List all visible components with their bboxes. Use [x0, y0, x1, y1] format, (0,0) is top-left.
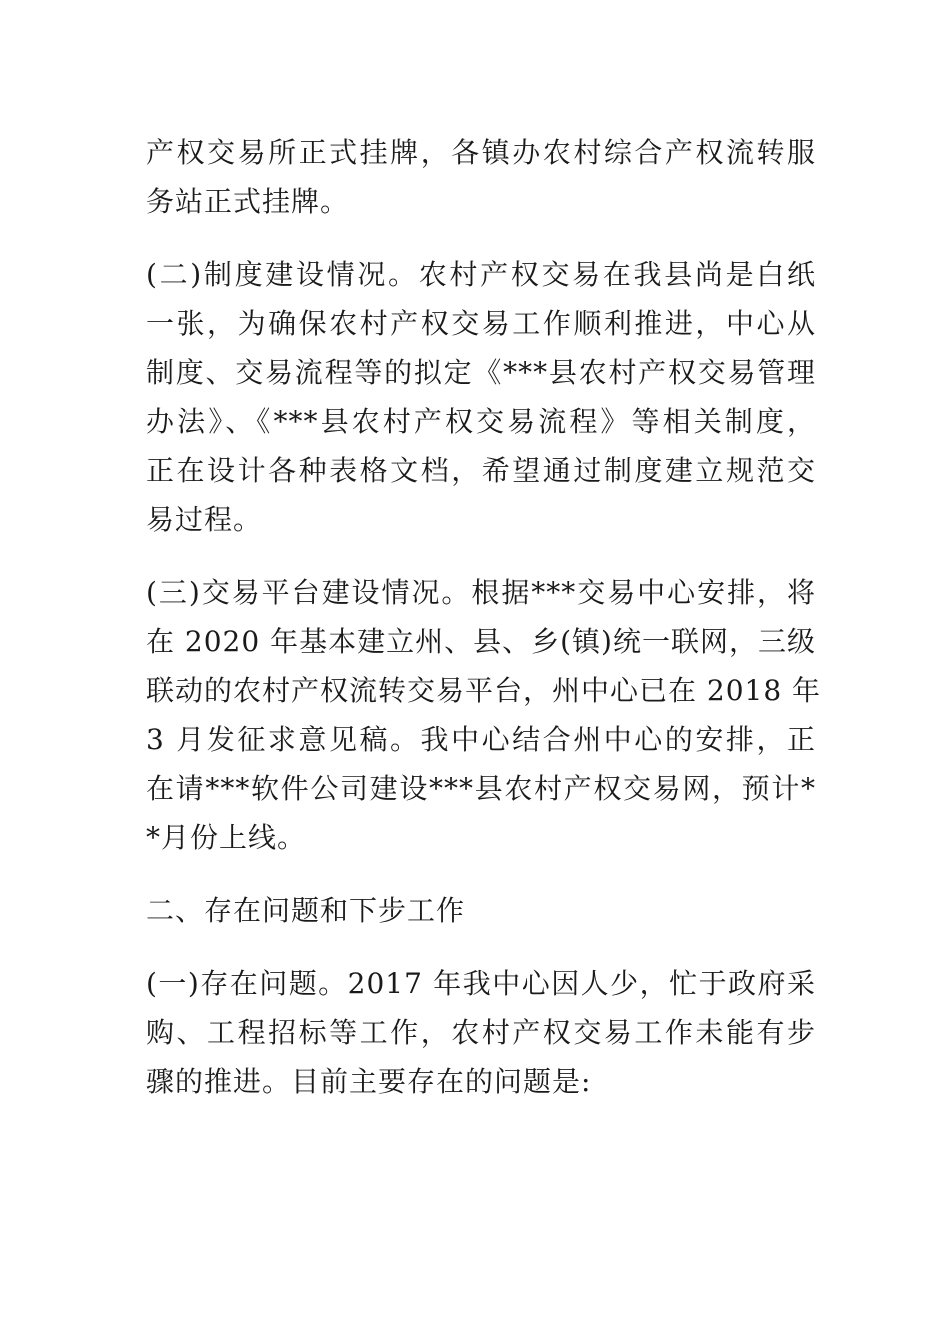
text-line: 制度、交易流程等的拟定《***县农村产权交易管理 [146, 356, 816, 389]
text-line: (一)存在问题。2017 年我中心因人少，忙于政府采 [146, 967, 816, 1000]
paragraph-institution-building [146, 250, 816, 544]
text-line: 易过程。 [146, 503, 263, 536]
section-heading-problems [146, 886, 816, 935]
text-line: 务站正式挂牌。 [146, 185, 350, 218]
text-line: (二)制度建设情况。农村产权交易在我县尚是白纸 [146, 258, 816, 291]
text-line: (三)交易平台建设情况。根据***交易中心安排，将 [146, 576, 816, 609]
paragraph-platform-building [146, 568, 822, 862]
text-line: 在 2020 年基本建立州、县、乡(镇)统一联网，三级 [146, 625, 816, 658]
text-line: 联动的农村产权流转交易平台，州中心已在 2018 年 [146, 674, 822, 707]
text-line: *月份上线。 [146, 821, 307, 854]
document-body [146, 128, 822, 1130]
paragraph-existing-problems [146, 959, 816, 1106]
text-line: 正在设计各种表格文档，希望通过制度建立规范交 [146, 454, 816, 487]
text-line: 在请***软件公司建设***县农村产权交易网，预计* [146, 772, 816, 805]
text-line: 3 月发征求意见稿。我中心结合州中心的安排，正 [146, 723, 816, 756]
text-line: 一张，为确保农村产权交易工作顺利推进，中心从 [146, 307, 816, 340]
text-line: 办法》、《***县农村产权交易流程》等相关制度， [146, 405, 816, 438]
paragraph-continuation [146, 128, 816, 226]
heading-text: 二、存在问题和下步工作 [146, 894, 466, 927]
text-line: 产权交易所正式挂牌，各镇办农村综合产权流转服 [146, 136, 816, 169]
text-line: 购、工程招标等工作，农村产权交易工作未能有步 [146, 1016, 816, 1049]
text-line: 骤的推进。目前主要存在的问题是: [146, 1065, 592, 1098]
